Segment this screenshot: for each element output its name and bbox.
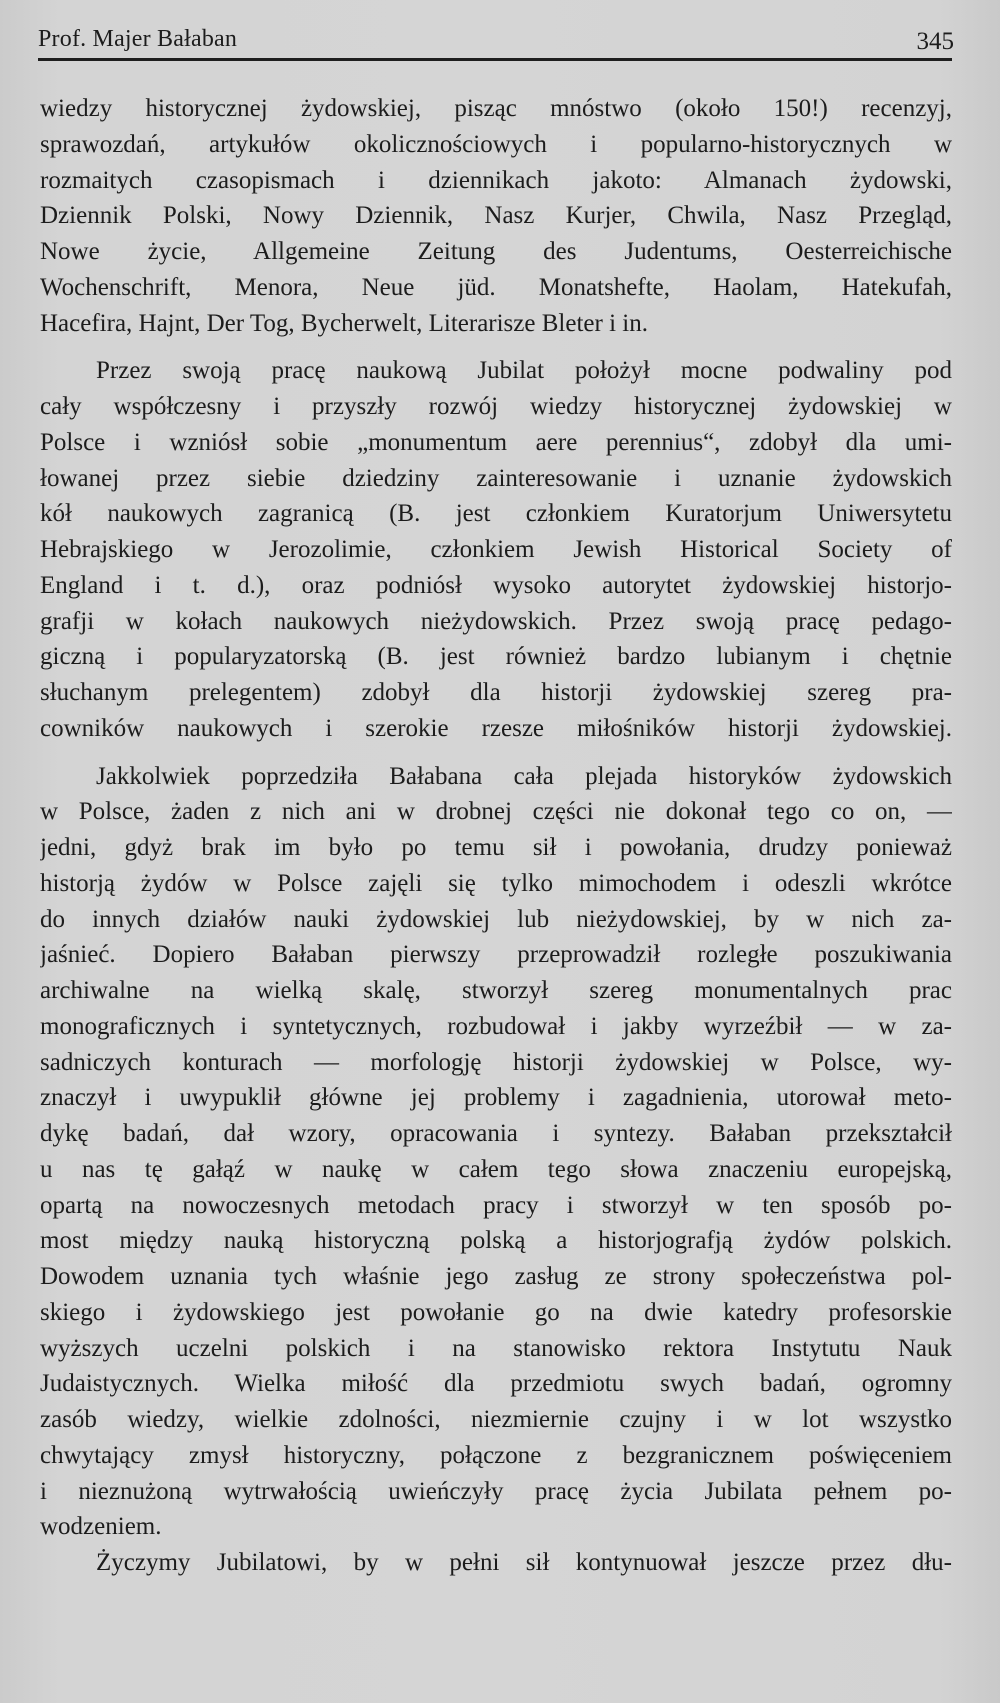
text-line: skiego i żydowskiego jest powołanie go na dwie katedry profesorskie [40,1298,952,1326]
paragraph-4 [40,1545,952,1581]
text-line: Przez swoją pracę naukową Jubilat położył mocne podwaliny pod [96,357,952,385]
text-line: Hacefira, Hajnt, Der Tog, Bycherwelt, Literarisze Bleter i in. [40,309,648,337]
paragraph-3 [40,759,952,1546]
text-line: wiedzy historycznej żydowskiej, pisząc mnóstwo (około 150!) recenzyj, [40,95,952,122]
text-line: Nowe życie, Allgemeine Zeitung des Judentums, Oesterreichische [40,238,952,265]
text-line: w Polsce, żaden z nich ani w drobnej części nie dokonał tego co on, — [40,798,952,826]
page-number: 345 [916,28,954,55]
paragraph-2 [40,353,952,746]
text-line: monograficznych i syntetycznych, rozbudował i jakby wyrzeźbił — w za- [40,1012,952,1040]
paragraph-gap [40,341,952,353]
text-line: i nieznużoną wytrwałością uwieńczyły pracę życia Jubilata pełnem po- [40,1477,952,1505]
text-line: Dowodem uznania tych właśnie jego zasług ze strony społeczeństwa pol- [40,1263,952,1290]
text-line: giczną i popularyzatorską (B. jest również bardzo lubianym i chętnie [40,643,952,671]
text-line: historją żydów w Polsce zajęli się tylko mimochodem i odeszli wkrótce [40,869,952,897]
text-line: Życzymy Jubilatowi, by w pełni sił kontynuował jeszcze przez dłu- [96,1549,952,1576]
text-line: kół naukowych zagranicą (B. jest członkiem Kuratorjum Uniwersytetu [40,500,952,528]
text-line: wodzeniem. [40,1513,162,1541]
text-line: zasób wiedzy, wielkie zdolności, niezmiernie czujny i w lot wszystko [40,1406,952,1433]
text-line: sprawozdań, artykułów okolicznościowych i popularno-historycznych w [40,130,952,158]
text-line: England i t. d.), oraz podniósł wysoko autorytet żydowskiej historjo- [40,571,952,599]
text-line: dykę badań, dał wzory, opracowania i syntezy. Bałaban przekształcił [40,1120,952,1147]
text-line: jaśnieć. Dopiero Bałaban pierwszy przeprowadził rozległe poszukiwania [40,941,952,969]
text-line: jedni, gdyż brak im było po temu sił i powołania, drudzy ponieważ [40,834,952,861]
text-line: chwytający zmysł historyczny, połączone z bezgranicznem poświęceniem [40,1441,952,1469]
text-line: Jakkolwiek poprzedziła Bałabana cała plejada historyków żydowskich [96,762,952,790]
text-line: Hebrajskiego w Jerozolimie, członkiem Jewish Historical Society of [40,536,952,563]
text-line: do innych działów nauki żydowskiej lub nieżydowskiej, by w nich za- [40,905,952,933]
text-line: łowanej przez siebie dziedziny zainteresowanie i uznanie żydowskich [40,464,952,492]
text-line: opartą na nowoczesnych metodach pracy i stworzył w ten sposób po- [40,1191,952,1219]
paragraph-gap [40,747,952,759]
text-line: cowników naukowych i szerokie rzesze miłośników historji żydowskiej. [40,714,952,742]
body-text [40,91,952,1581]
text-line: archiwalne na wielką skalę, stworzył szereg monumentalnych prac [40,977,952,1004]
paragraph-1 [40,91,952,341]
text-line: sadniczych konturach — morfologję historji żydowskiej w Polsce, wy- [40,1048,952,1076]
running-header [38,22,952,58]
text-line: grafji w kołach naukowych nieżydowskich. Przez swoją pracę pedago- [40,607,952,635]
text-line: wyższych uczelni polskich i na stanowisko rektora Instytutu Nauk [40,1334,952,1362]
text-line: Polsce i wzniósł sobie „monumentum aere perennius“, zdobył dla umi- [40,428,952,456]
text-line: słuchanym prelegentem) zdobył dla historji żydowskiej szereg pra- [40,679,952,706]
text-line: Judaistycznych. Wielka miłość dla przedmiotu swych badań, ogromny [40,1370,952,1398]
text-line: Dziennik Polski, Nowy Dziennik, Nasz Kurjer, Chwila, Nasz Przegląd, [40,202,952,230]
text-line: Wochenschrift, Menora, Neue jüd. Monatshefte, Haolam, Hatekufah, [40,273,952,301]
header-rule [38,58,952,61]
text-line: u nas tę gałąź w naukę w całem tego słowa znaczeniu europejską, [40,1155,952,1183]
text-line: cały współczesny i przyszły rozwój wiedzy historycznej żydowskiej w [40,393,952,420]
running-header-author: Prof. Majer Bałaban [38,26,238,52]
text-line: znaczył i uwypuklił główne jej problemy i zagadnienia, utorował meto- [40,1084,952,1112]
text-line: most między nauką historyczną polską a historjografją żydów polskich. [40,1227,952,1255]
text-line: rozmaitych czasopismach i dziennikach jakoto: Almanach żydowski, [40,166,952,194]
